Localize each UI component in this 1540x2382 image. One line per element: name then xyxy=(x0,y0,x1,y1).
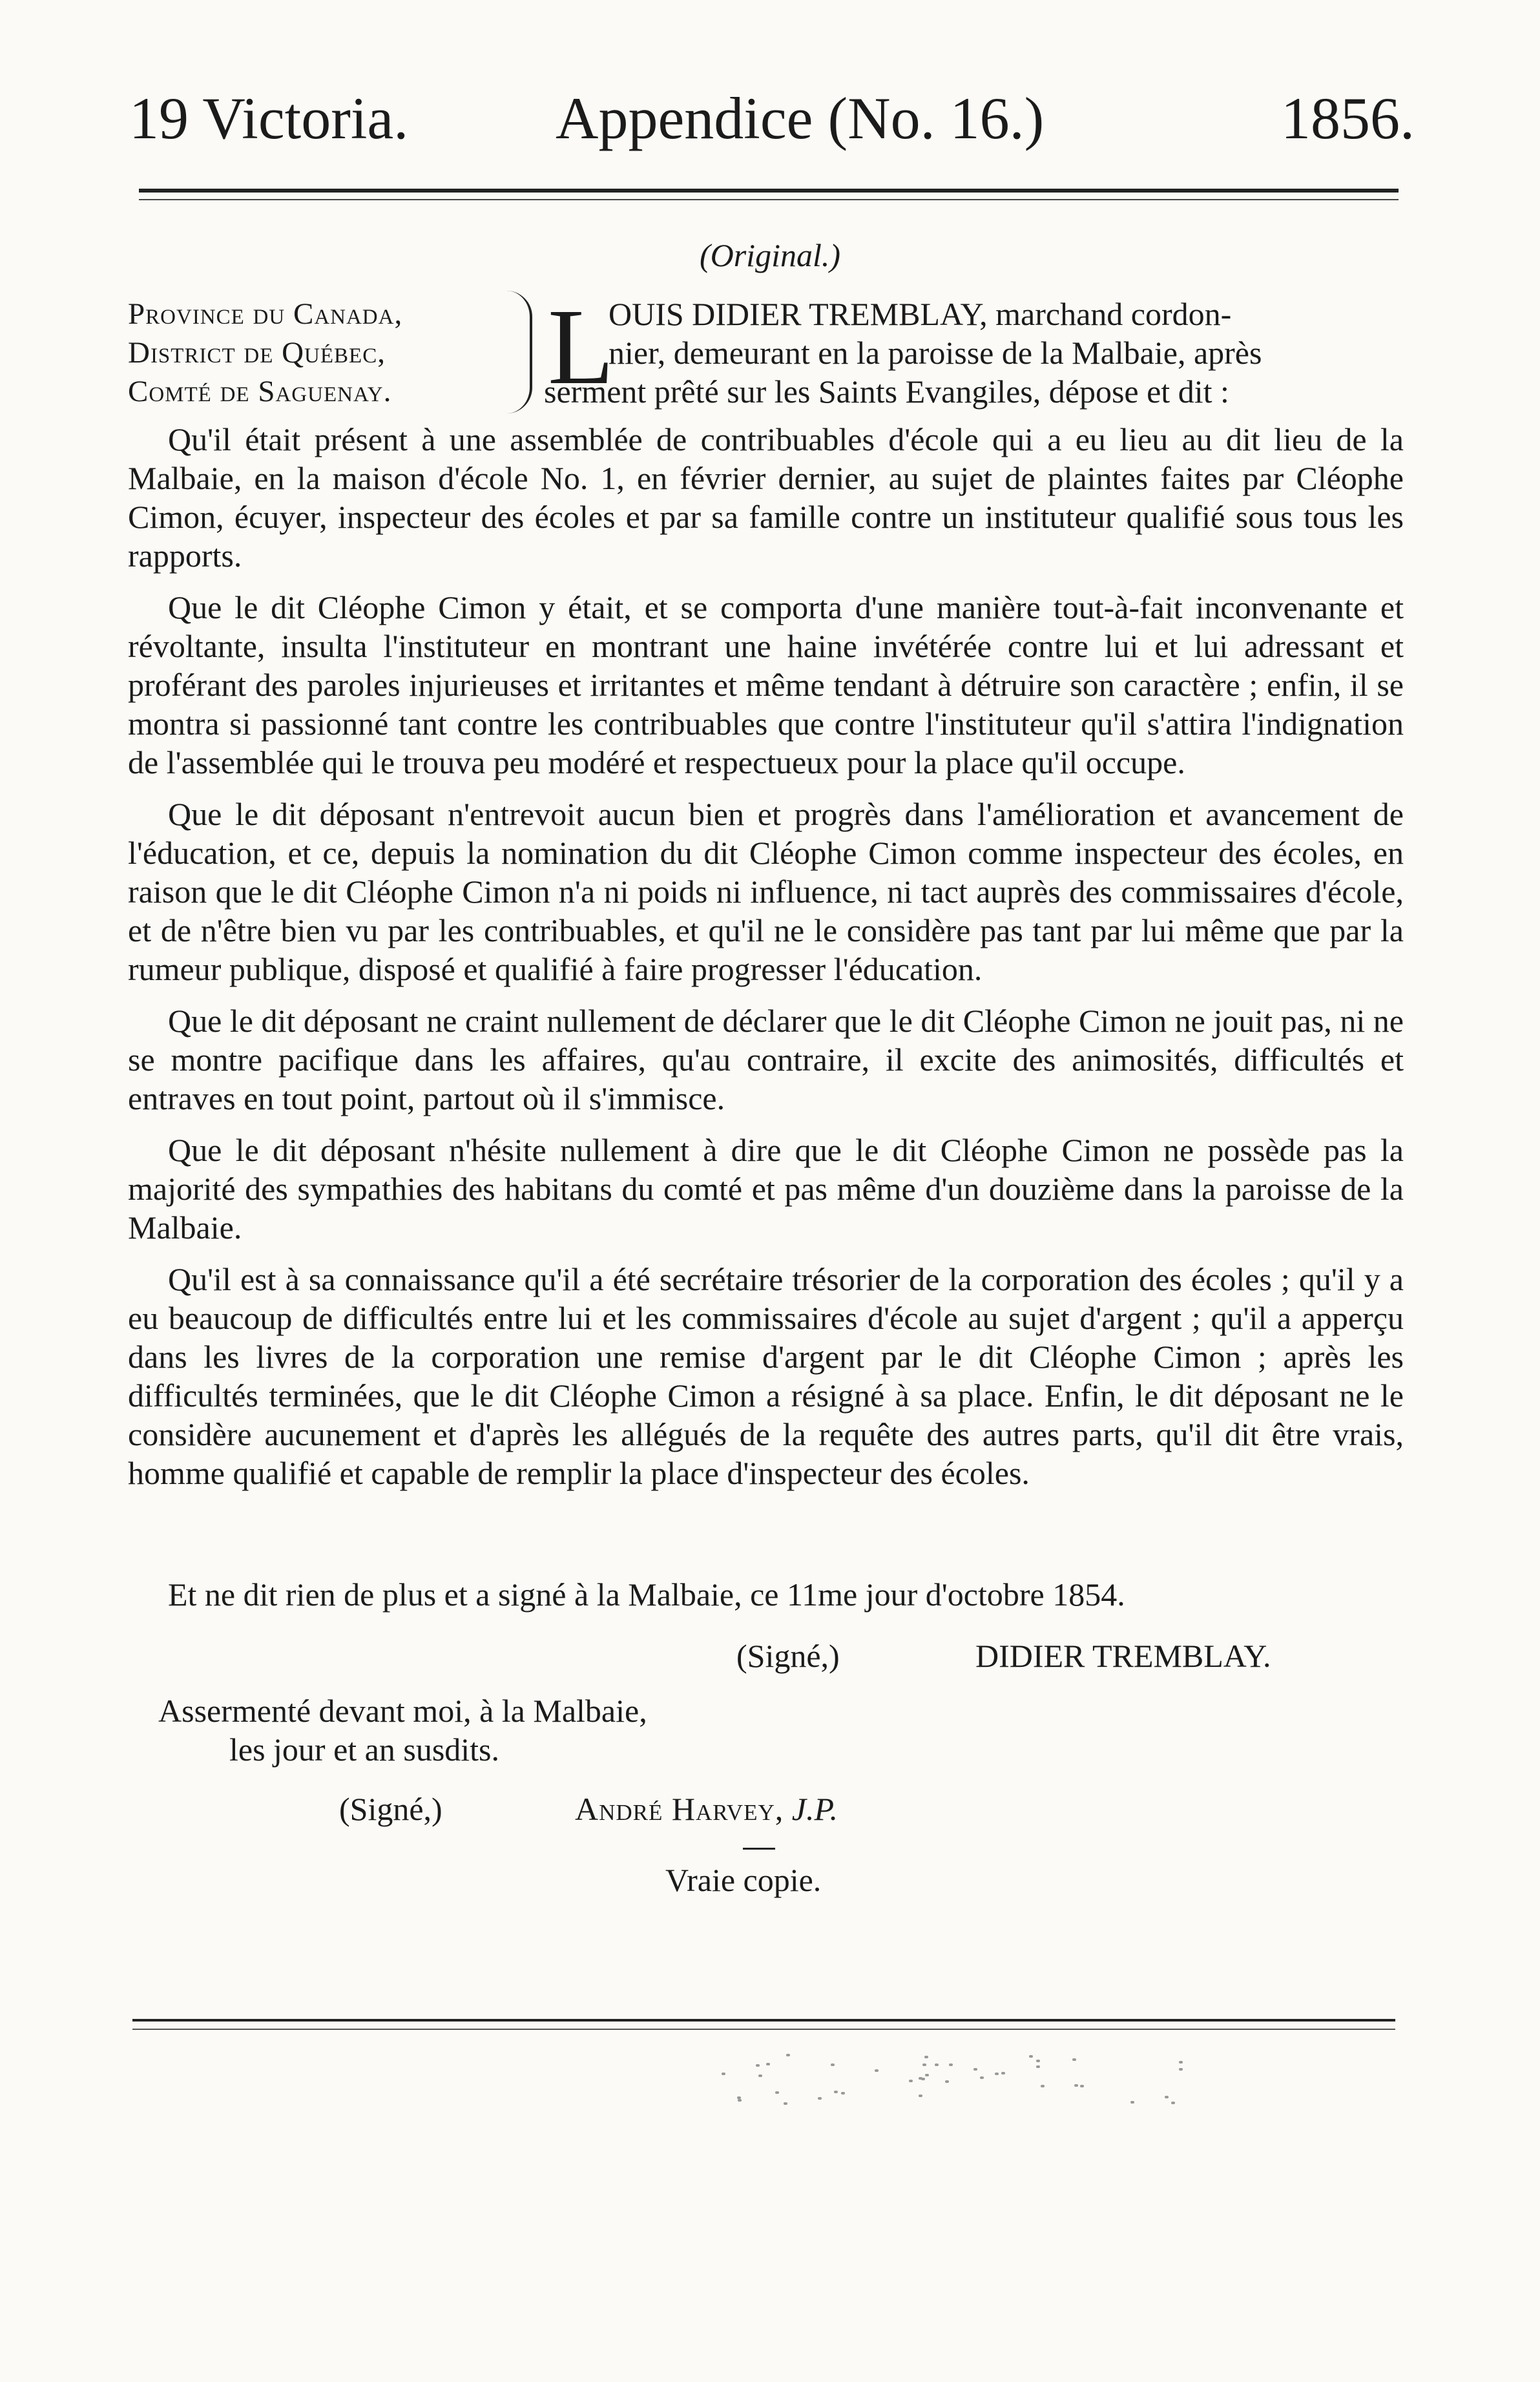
running-head-year: 1856. xyxy=(1281,85,1415,151)
deposition-body xyxy=(128,420,1404,1505)
speck xyxy=(1041,2085,1045,2087)
speck xyxy=(1179,2061,1183,2063)
speck xyxy=(766,2063,770,2065)
deponent-intro xyxy=(544,287,1403,411)
speck xyxy=(919,2095,922,2097)
venue-block xyxy=(128,295,528,411)
paragraph: Que le dit déposant n'hésite nullement à dire que le dit Cléophe Cimon ne possède pas la majorité des sympathies des habitans du comté et pas même d'un douzième dans la paroisse de la Malbaie. xyxy=(128,1132,1404,1246)
speck xyxy=(841,2092,845,2095)
paragraph: Que le dit déposant ne craint nullement de déclarer que le dit Cléophe Cimon ne jouit pas, ni ne se montre pacifique dans les affaires, qu'au contraire, il excite des animosités, difficultés et entraves en tout point, partout où il s'immisce. xyxy=(128,1003,1404,1116)
intro-line-2: nier, demeurant en la paroisse de la Malbaie, après xyxy=(609,335,1262,371)
signature-label: (Signé,) xyxy=(339,1791,442,1827)
speck xyxy=(973,2068,977,2071)
footer-rule-thin xyxy=(132,2029,1395,2030)
speck xyxy=(831,2063,835,2066)
footer-rule-thick xyxy=(132,2019,1395,2022)
speck xyxy=(775,2091,779,2094)
speck xyxy=(1165,2096,1169,2098)
signature-label: (Signé,) xyxy=(736,1638,840,1674)
speck xyxy=(834,2091,838,2093)
paragraph: Qu'il était présent à une assemblée de contribuables d'école qui a eu lieu au dit lieu de la Malbaie, en la maison d'école No. 1, en février dernier, au sujet de plaintes faites par Cléophe Cimon, écuyer, inspecteur des écoles et par sa famille contre un instituteur qualifié sous tous les rapports. xyxy=(128,421,1404,574)
speck xyxy=(1036,2065,1040,2068)
speck xyxy=(738,2099,742,2102)
speck xyxy=(995,2073,999,2075)
speck xyxy=(909,2080,913,2082)
speck xyxy=(924,2056,928,2058)
intro-line-3: serment prêté sur les Saints Evangiles, dépose et dit : xyxy=(544,373,1229,410)
venue-district: District de Québec, xyxy=(128,336,386,370)
speck xyxy=(786,2054,790,2056)
speck xyxy=(925,2074,929,2076)
running-head xyxy=(129,83,1415,154)
speck xyxy=(1130,2101,1134,2104)
original-label: (Original.) xyxy=(699,237,841,273)
sworn-line-1: Assermenté devant moi, à la Malbaie, xyxy=(158,1693,647,1729)
speck xyxy=(949,2063,953,2066)
speck xyxy=(1029,2055,1033,2058)
intro-line-1: OUIS DIDIER TREMBLAY, marchand cordon- xyxy=(609,296,1232,332)
speck xyxy=(875,2069,879,2072)
header-rule-thin xyxy=(139,199,1399,200)
speck xyxy=(722,2073,725,2075)
print-specks xyxy=(698,2051,1214,2109)
header-rule-thick xyxy=(139,189,1399,193)
speck xyxy=(758,2074,762,2077)
speck xyxy=(919,2077,922,2080)
venue-brace xyxy=(504,291,532,413)
speck xyxy=(980,2076,984,2079)
venue-county: Comté de Saguenay. xyxy=(128,375,392,408)
speck xyxy=(1072,2058,1076,2061)
speck xyxy=(922,2063,926,2066)
true-copy-label: Vraie copie. xyxy=(665,1862,822,1898)
paragraph: Que le dit Cléophe Cimon y était, et se comporta d'une manière tout-à-fait inconvenante et révoltante, insulta l'instituteur en montrant une haine invétérée contre lui et lui adressant et proférant des paroles injurieuses et irritantes et même tendant à détruire son caractère ; enfin, il se montra si passionné tant contre les contribuables que contre l'instituteur qu'il s'attira l'indignation de l'assemblée qui le trouva peu modéré et respectueux pour la place qu'il occupe. xyxy=(128,589,1404,780)
speck xyxy=(1171,2102,1175,2104)
justice-signature xyxy=(575,1790,838,1828)
deponent-signature: DIDIER TREMBLAY. xyxy=(975,1638,1271,1674)
speck xyxy=(1080,2085,1084,2087)
running-head-session: 19 Victoria. xyxy=(129,85,409,151)
sworn-line-2: les jour et an susdits. xyxy=(229,1731,500,1768)
venue-province: Province du Canada, xyxy=(128,297,403,331)
closing-statement: Et ne dit rien de plus et a signé à la Malbaie, ce 11me jour d'octobre 1854. xyxy=(168,1576,1125,1613)
justice-title: J.P. xyxy=(791,1791,838,1827)
sworn-statement xyxy=(158,1691,647,1769)
speck xyxy=(1074,2084,1078,2087)
speck xyxy=(945,2080,949,2083)
speck xyxy=(1036,2060,1040,2062)
running-head-appendix: Appendice (No. 16.) xyxy=(556,85,1045,151)
justice-name: André Harvey, xyxy=(575,1791,784,1827)
drop-cap: L xyxy=(548,287,614,407)
speck xyxy=(1001,2072,1005,2074)
short-rule xyxy=(743,1848,775,1850)
speck xyxy=(784,2102,787,2105)
paragraph: Que le dit déposant n'entrevoit aucun bien et progrès dans l'amélioration et avancement de l'éducation, et ce, depuis la nomination du dit Cléophe Cimon comme inspecteur des écoles, en raison que le dit Cléophe Cimon n'a ni poids ni influence, ni tact auprès des commissaires d'école, et de n'être bien vu par les contribuables, et qu'il ne le considère pas tant par lui même que par la rumeur publique, disposé et qualifié à faire progresser l'éducation. xyxy=(128,796,1404,987)
paragraph: Qu'il est à sa connaissance qu'il a été secrétaire trésorier de la corporation des écoles ; qu'il y a eu beaucoup de difficultés entre lui et les commissaires d'école au sujet d'argent ; qu'il a apperçu dans les livres de la corporation une remise d'argent par le dit Cléophe Cimon ; après les difficultés terminées, que le dit Cléophe Cimon a résigné à sa place. Enfin, le dit déposant ne le considère aucunement et d'après les allégués de la requête des autres parts, qu'il dit être vrais, homme qualifié et capable de remplir la place d'inspecteur des écoles. xyxy=(128,1261,1404,1491)
speck xyxy=(818,2097,822,2100)
speck xyxy=(1179,2068,1183,2071)
speck xyxy=(756,2064,760,2067)
speck xyxy=(935,2063,939,2066)
